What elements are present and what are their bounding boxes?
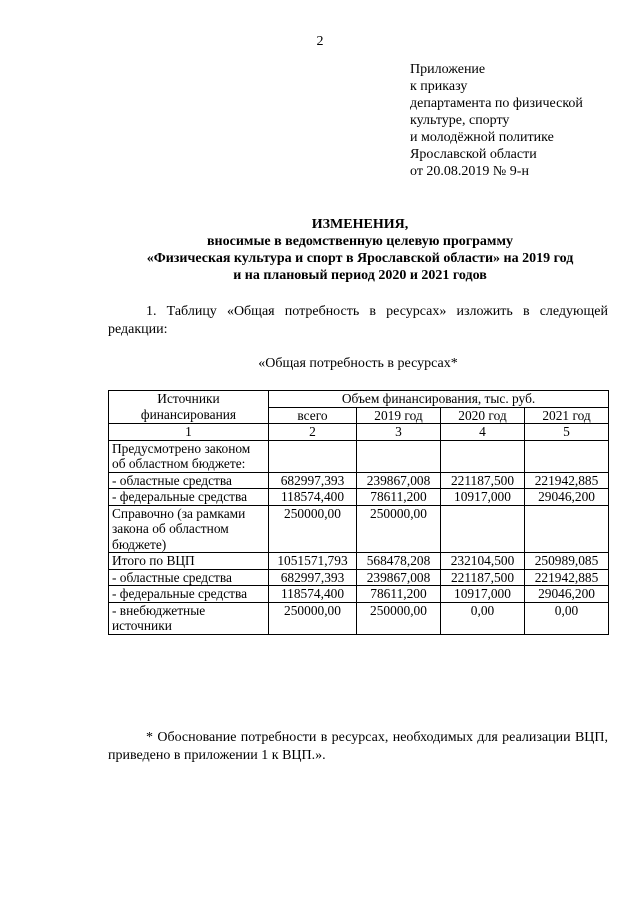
title-line: и на плановый период 2020 и 2021 годов <box>233 268 487 283</box>
cell-value <box>525 505 609 553</box>
cell-value <box>525 440 609 472</box>
table-row <box>109 553 609 570</box>
appendix-line: Приложение <box>410 62 486 77</box>
cell-value: 682997,393 <box>269 472 357 489</box>
cell-value: 221187,500 <box>441 569 525 586</box>
table-row <box>109 472 609 489</box>
appendix-line: Ярославской области <box>410 147 537 162</box>
header-col: 2021 год <box>525 407 609 424</box>
column-number: 5 <box>525 424 609 441</box>
title-line: «Физическая культура и спорт в Ярославской области» на 2019 год <box>146 251 574 266</box>
row-label: - внебюджетные источники <box>109 602 269 634</box>
cell-value: 10917,000 <box>441 489 525 506</box>
table-row <box>109 586 609 603</box>
cell-value: 118574,400 <box>269 586 357 603</box>
cell-value: 78611,200 <box>357 586 441 603</box>
row-label: Итого по ВЦП <box>109 553 269 570</box>
cell-value: 0,00 <box>441 602 525 634</box>
page-number: 2 <box>316 34 324 49</box>
table-row <box>109 440 609 472</box>
cell-value: 29046,200 <box>525 586 609 603</box>
cell-value: 568478,208 <box>357 553 441 570</box>
cell-value: 232104,500 <box>441 553 525 570</box>
title-line: ИЗМЕНЕНИЯ, <box>311 217 409 232</box>
table-row <box>109 505 609 553</box>
header-source: Источники финансирования <box>109 391 269 424</box>
row-label: Предусмотрено законом об областном бюджете: <box>109 440 269 472</box>
cell-value <box>269 440 357 472</box>
header-row <box>109 391 609 408</box>
cell-value <box>441 440 525 472</box>
appendix-block <box>410 61 583 180</box>
cell-value <box>441 505 525 553</box>
cell-value: 239867,008 <box>357 569 441 586</box>
row-label: - областные средства <box>109 472 269 489</box>
document-title <box>100 216 620 284</box>
cell-value: 250989,085 <box>525 553 609 570</box>
row-label: Справочно (за рамками закона об областном бюджете) <box>109 505 269 553</box>
cell-value: 682997,393 <box>269 569 357 586</box>
footnote-text: * Обоснование потребности в ресурсах, необходимых для реализации ВЦП, приведено в приложении 1 к ВЦП.». <box>108 730 608 763</box>
cell-value: 221187,500 <box>441 472 525 489</box>
row-label: - областные средства <box>109 569 269 586</box>
cell-value: 239867,008 <box>357 472 441 489</box>
cell-value: 0,00 <box>525 602 609 634</box>
table-row <box>109 489 609 506</box>
column-number: 3 <box>357 424 441 441</box>
column-number: 4 <box>441 424 525 441</box>
appendix-line: департамента по физической <box>410 96 583 111</box>
appendix-line: от 20.08.2019 № 9-н <box>410 164 529 179</box>
row-label: - федеральные средства <box>109 489 269 506</box>
intro-text: 1. Таблицу «Общая потребность в ресурсах» изложить в следующей редакции: <box>108 304 608 337</box>
cell-value: 29046,200 <box>525 489 609 506</box>
header-col: 2019 год <box>357 407 441 424</box>
column-number: 1 <box>109 424 269 441</box>
cell-value: 118574,400 <box>269 489 357 506</box>
column-number: 2 <box>269 424 357 441</box>
title-line: вносимые в ведомственную целевую программу <box>207 234 513 249</box>
appendix-line: к приказу <box>410 79 468 94</box>
cell-value: 221942,885 <box>525 472 609 489</box>
column-number-row <box>109 424 609 441</box>
cell-value: 10917,000 <box>441 586 525 603</box>
cell-value <box>357 440 441 472</box>
table-row <box>109 602 609 634</box>
header-volume: Объем финансирования, тыс. руб. <box>269 391 609 408</box>
intro-paragraph <box>108 303 608 339</box>
resource-table <box>108 390 609 635</box>
cell-value: 250000,00 <box>269 505 357 553</box>
header-col: 2020 год <box>441 407 525 424</box>
cell-value: 221942,885 <box>525 569 609 586</box>
table-caption: «Общая потребность в ресурсах* <box>258 356 458 371</box>
cell-value: 1051571,793 <box>269 553 357 570</box>
footnote <box>108 729 608 765</box>
cell-value: 250000,00 <box>357 505 441 553</box>
row-label: - федеральные средства <box>109 586 269 603</box>
cell-value: 250000,00 <box>269 602 357 634</box>
appendix-line: культуре, спорту <box>410 113 510 128</box>
cell-value: 250000,00 <box>357 602 441 634</box>
header-col: всего <box>269 407 357 424</box>
table-row <box>109 569 609 586</box>
cell-value: 78611,200 <box>357 489 441 506</box>
appendix-line: и молодёжной политике <box>410 130 554 145</box>
